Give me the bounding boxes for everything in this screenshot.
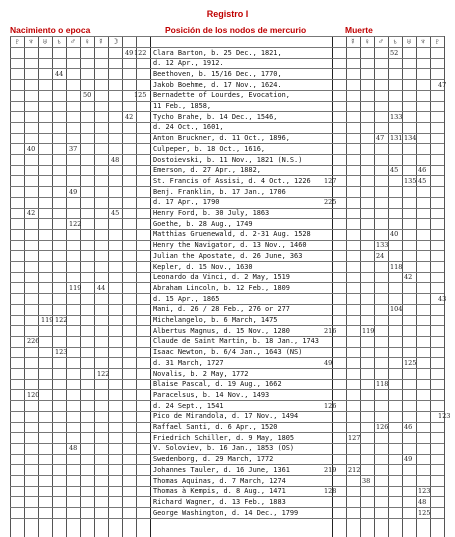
node-mark: 122 [134, 48, 147, 57]
entry-text: Jakob Boehme, d. 17 Nov., 1624. [153, 80, 282, 89]
planet-symbol-left: ☽ [111, 37, 119, 46]
node-mark: 123 [438, 412, 451, 421]
node-mark: 133 [376, 241, 389, 250]
node-mark: 126 [376, 423, 389, 431]
node-mark: 120 [27, 390, 40, 399]
node-mark: 44 [55, 69, 64, 78]
node-mark: 133 [390, 112, 403, 121]
entry-text: Julian the Apostate, d. 26 June, 363 [153, 251, 303, 260]
header-birth: Nacimiento o epoca [10, 25, 91, 35]
node-mark: 44 [97, 283, 106, 292]
entry-text: Clara Barton, b. 25 Dec., 1821, [153, 48, 282, 57]
entry-text: Johannes Tauler, d. 16 June, 1361 [153, 465, 290, 474]
entry-text: Henry the Navigator, d. 13 Nov., 1460 [153, 241, 307, 250]
entry-text: Friedrich Schiller, d. 9 May, 1805 [153, 433, 295, 442]
entry-text: d. 24 Oct., 1601, [153, 123, 224, 132]
node-mark: 47 [438, 80, 447, 89]
entry-text: Paracelsus, b. 14 Nov., 1493 [153, 390, 270, 399]
node-mark: 45 [390, 166, 399, 175]
node-mark: 40 [27, 144, 36, 153]
node-mark: 119 [41, 316, 54, 324]
planet-symbol-left: ♅ [42, 37, 48, 46]
node-mark: 49 [69, 187, 78, 196]
entry-text: Benj. Franklin, b. 17 Jan., 1706 [153, 187, 286, 196]
node-mark: 118 [376, 380, 389, 389]
entry-text: V. Soloviev, b. 16 Jan., 1853 (OS) [153, 444, 295, 453]
entry-text: Culpeper, b. 18 Oct., 1616, [153, 144, 266, 153]
entry-text: Matthias Gruenewald, d. 2-31 Aug. 1528 [153, 230, 311, 239]
node-mark: 216 [324, 326, 337, 335]
grid-row-line [10, 518, 444, 519]
entry-text: Dostoievski, b. 11 Nov., 1821 (N.S.) [153, 155, 303, 164]
planet-symbol-left: ♂ [70, 37, 76, 46]
grid-row-line [10, 400, 444, 401]
entry-text: Beethoven, b. 15/16 Dec., 1770, [153, 69, 282, 78]
planet-symbol-right: ♅ [406, 37, 412, 46]
node-mark: 49 [404, 455, 413, 464]
planet-symbol-right: ♇ [434, 37, 440, 46]
entry-text: Novalis, b. 2 May, 1772 [153, 369, 249, 378]
node-mark: 42 [404, 273, 413, 282]
node-mark: 125 [418, 508, 431, 517]
planet-symbol-right: ♆ [420, 37, 426, 46]
entry-text: 11 Feb., 1858, [153, 102, 212, 110]
entry-text: Richard Wagner, d. 13 Feb., 1883 [153, 497, 286, 506]
node-mark: 122 [97, 369, 110, 378]
entry-text: Thomas Aquinas, d. 7 March, 1274 [153, 476, 286, 485]
node-mark: 225 [324, 198, 337, 207]
grid-row-line [10, 357, 444, 358]
planet-symbol-left: ♄ [56, 37, 62, 46]
node-mark: 37 [69, 144, 78, 153]
header-death: Muerte [345, 25, 373, 35]
planet-symbol-right: ☿ [350, 37, 356, 46]
entry-text: Blaise Pascal, d. 19 Aug., 1662 [153, 380, 282, 389]
entry-text: Thomas à Kempis, d. 8 Aug., 1471 [153, 487, 286, 496]
node-mark: 119 [69, 283, 82, 292]
node-mark: 48 [69, 444, 78, 453]
entry-text: d. 15 Apr., 1865 [153, 294, 220, 303]
node-mark: 46 [404, 423, 413, 431]
grid-column-line [444, 36, 445, 537]
entry-text: Emerson, d. 27 Apr., 1882, [153, 166, 261, 175]
entry-text: Michelangelo, b. 6 March, 1475 [153, 316, 278, 324]
entry-text: Swedenborg, d. 29 March, 1772 [153, 455, 274, 464]
node-mark: 104 [390, 305, 403, 314]
grid-row-line [10, 293, 444, 294]
node-mark: 48 [111, 155, 120, 164]
node-mark: 123 [418, 487, 431, 496]
entry-text: d. 24 Sept., 1541 [153, 401, 224, 410]
entry-text: Claude de Saint Martin, b. 18 Jan., 1743 [153, 337, 319, 346]
entry-text: d. 17 Apr., 1790 [153, 198, 220, 207]
node-mark: 47 [376, 134, 385, 143]
node-mark: 212 [348, 465, 361, 474]
entry-text: St. Francis of Assisi, d. 4 Oct., 1226 [153, 176, 311, 185]
entry-text: Goethe, b. 28 Aug., 1749 [153, 219, 253, 228]
node-mark: 45 [418, 176, 427, 185]
entry-text: Leonardo da Vinci, d. 2 May, 1519 [153, 273, 290, 282]
planet-symbol-left: ♀ [84, 37, 90, 46]
node-mark: 40 [390, 230, 399, 239]
node-mark: 48 [418, 497, 427, 506]
node-mark: 46 [418, 166, 427, 175]
grid-row-line [10, 122, 444, 123]
entry-text: Pico de Mirandola, d. 17 Nov., 1494 [153, 412, 299, 421]
node-mark: 127 [348, 433, 361, 442]
node-mark: 128 [324, 487, 337, 496]
node-mark: 126 [324, 401, 337, 410]
planet-symbol-right: ♀ [364, 37, 370, 46]
entry-text: d. 31 March, 1727 [153, 358, 224, 367]
node-mark: 50 [83, 91, 92, 100]
entry-text: Mani, d. 26 / 28 Feb., 276 or 277 [153, 305, 290, 314]
node-mark: 24 [376, 251, 385, 260]
planet-symbol-left: ☿ [98, 37, 104, 46]
planet-symbol-left: ♇ [14, 37, 20, 46]
entry-text: Henry Ford, b. 30 July, 1863 [153, 209, 270, 217]
node-mark: 134 [404, 134, 417, 143]
node-mark: 125 [134, 91, 147, 100]
entry-text: George Washington, d. 14 Dec., 1799 [153, 508, 299, 517]
entry-text: Albertus Magnus, d. 15 Nov., 1280 [153, 326, 290, 335]
entry-text: Abraham Lincoln, b. 12 Feb., 1809 [153, 283, 290, 292]
node-mark: 135 [404, 176, 417, 185]
header-nodes: Posición de los nodos de mercurio [165, 25, 307, 35]
node-mark: 125 [404, 358, 417, 367]
node-mark: 38 [362, 476, 371, 485]
node-mark: 42 [27, 209, 36, 217]
node-mark: 122 [69, 219, 82, 228]
entry-text: Isaac Newton, b. 6/4 Jan., 1643 (NS) [153, 348, 303, 357]
node-mark: 52 [390, 48, 399, 57]
node-mark: 122 [55, 316, 68, 324]
entry-text: Bernadette of Lourdes, Evocation, [153, 91, 290, 100]
node-mark: 131 [390, 134, 403, 143]
node-mark: 43 [438, 294, 447, 303]
entry-text: Anton Bruckner, d. 11 Oct., 1896, [153, 134, 290, 143]
planet-symbol-left: ♆ [28, 37, 34, 46]
node-mark: 123 [55, 348, 68, 357]
node-mark: 49 [324, 358, 333, 367]
grid-row-line [10, 101, 444, 102]
node-mark: 219 [324, 465, 337, 474]
register-grid [10, 36, 451, 537]
node-mark: 49 [125, 48, 134, 57]
node-mark: 118 [390, 262, 403, 271]
planet-symbol-right: ♄ [392, 37, 398, 46]
node-mark: 42 [125, 112, 134, 121]
entry-text: d. 12 Apr., 1912. [153, 59, 224, 68]
grid-row-line [10, 197, 444, 198]
entry-text: Tycho Brahe, b. 14 Dec., 1546, [153, 112, 278, 121]
page-title: Registro I [206, 9, 249, 19]
node-mark: 45 [111, 209, 120, 217]
planet-symbol-right: ♂ [378, 37, 384, 46]
node-mark: 119 [362, 326, 375, 335]
node-mark: 127 [324, 176, 337, 185]
entry-text: Kepler, d. 15 Nov., 1630 [153, 262, 253, 271]
entry-text: Raffael Santi, d. 6 Apr., 1520 [153, 423, 278, 431]
grid-row-line [10, 58, 444, 59]
node-mark: 226 [27, 337, 40, 346]
